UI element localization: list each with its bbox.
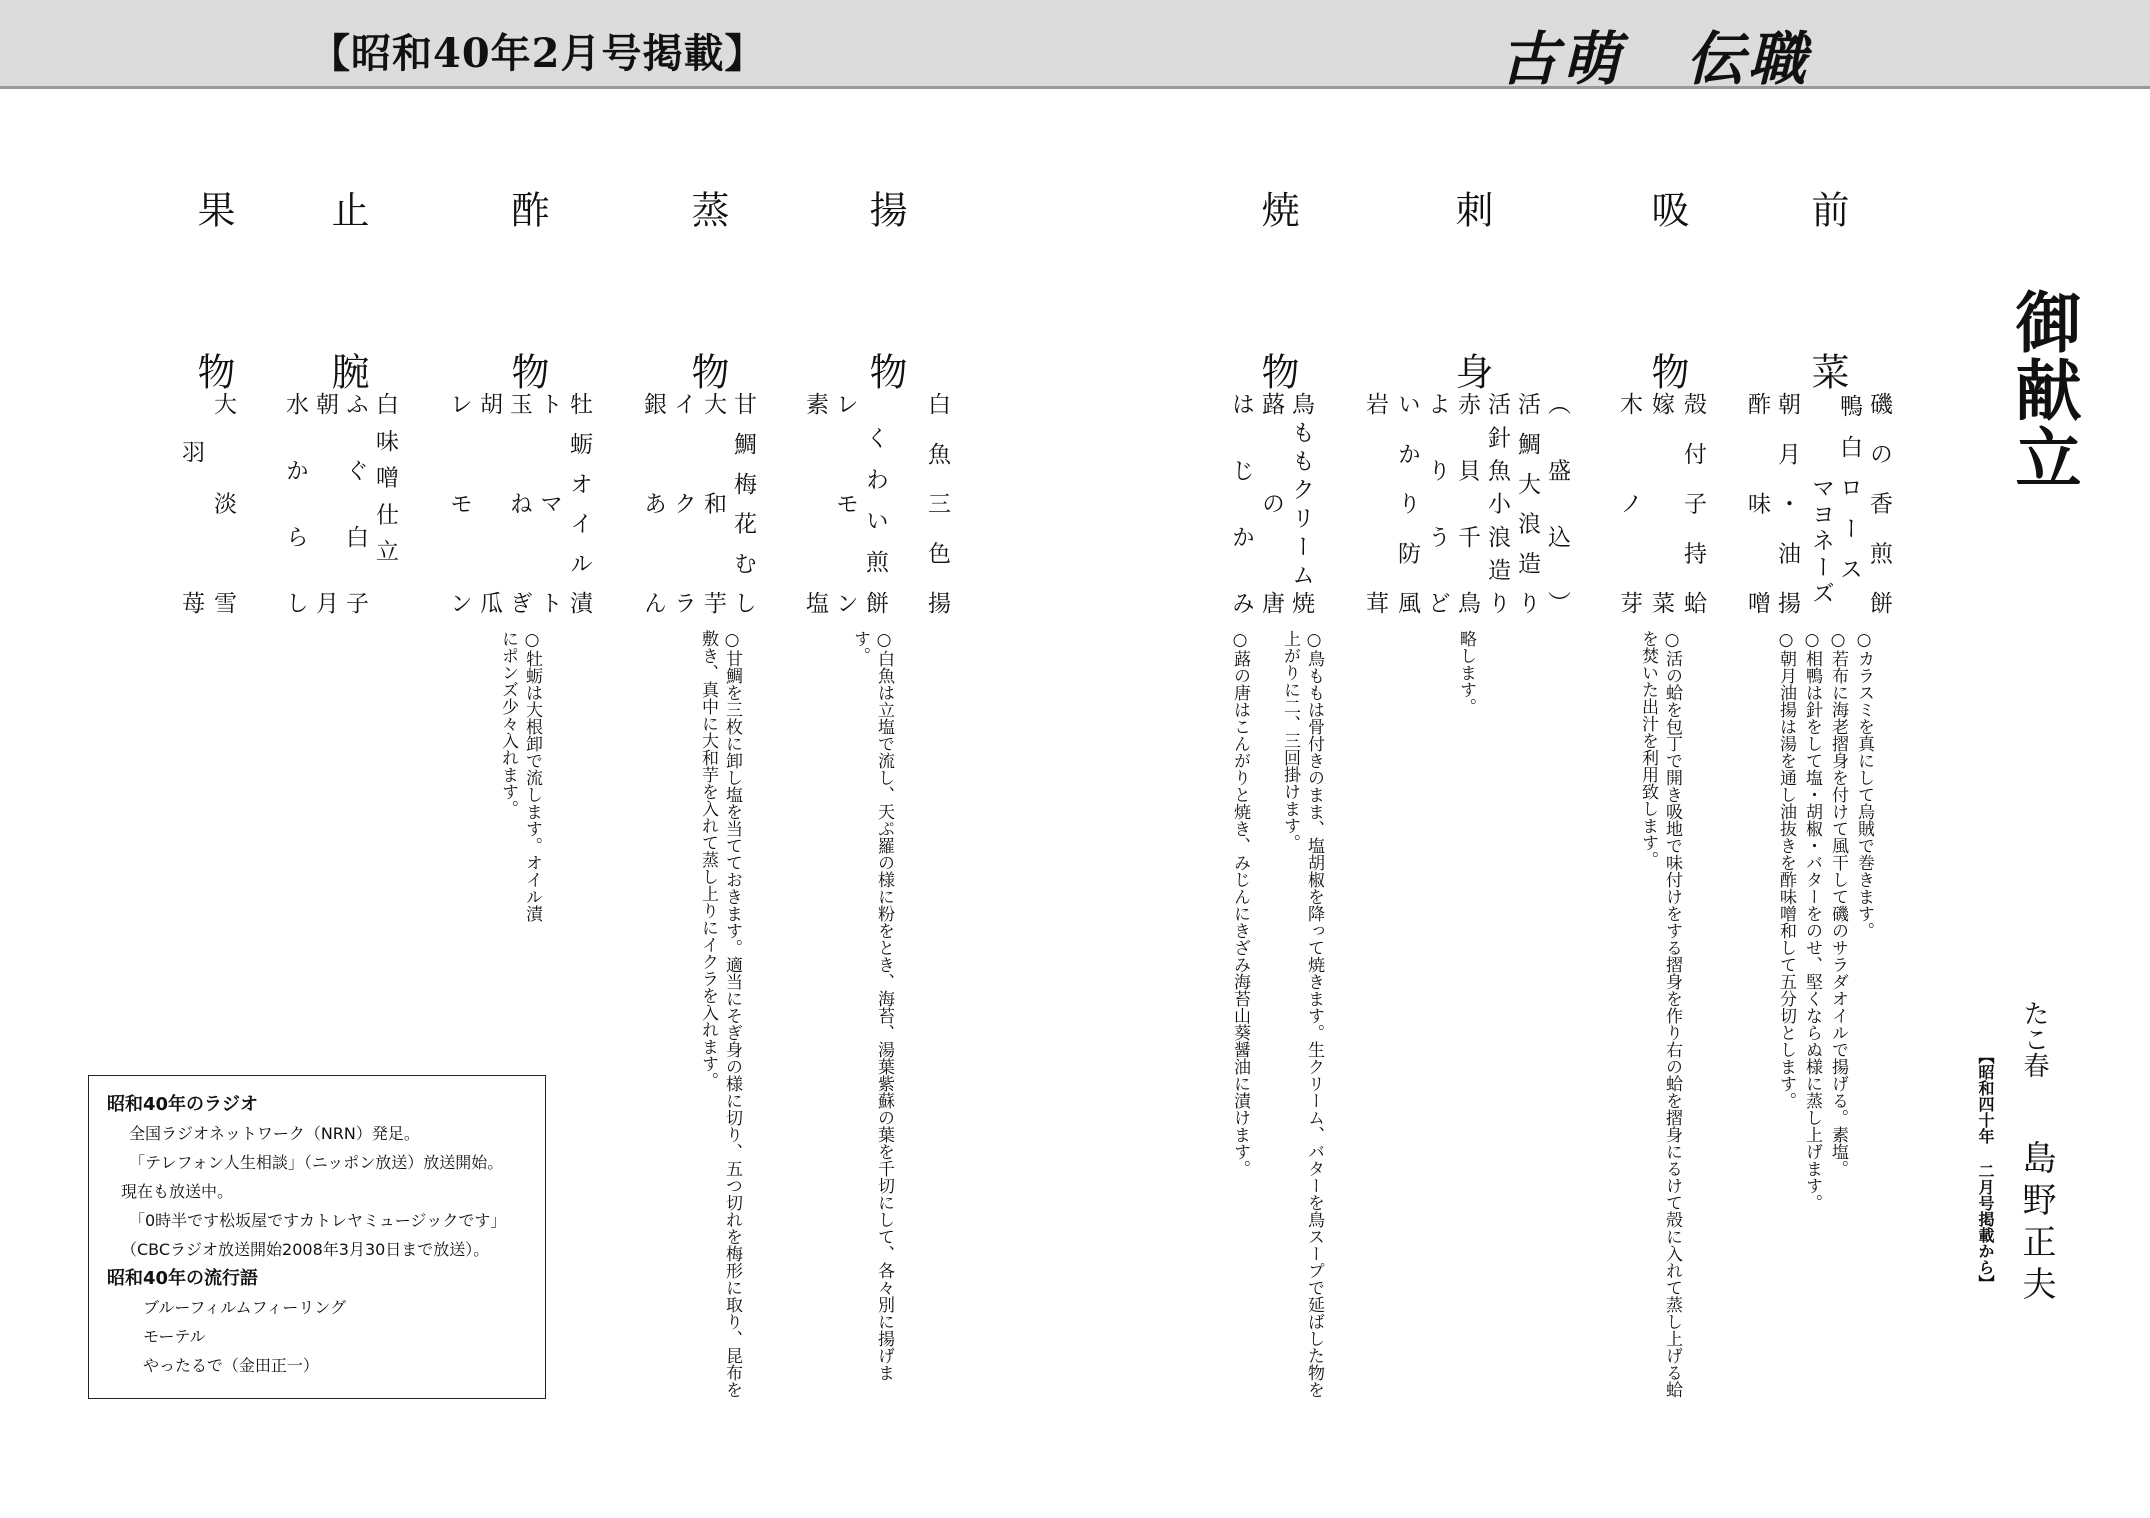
trend-item: ブルーフィルムフィーリング bbox=[143, 1298, 347, 1317]
radio-line: 「0時半です松坂屋ですカトレヤミュージックです」 bbox=[129, 1211, 507, 1230]
menu-item: 素塩 bbox=[802, 392, 828, 614]
trend-item: モーテル bbox=[143, 1327, 206, 1346]
menu-item: くわい煎餅 bbox=[862, 426, 888, 614]
note: ○甘鯛を三枚に卸し塩を当てておきます。適当にそぎ身の様に切り、五つ切れを梅形に取り、昆布を敷き、真中に大和芋を入れて蒸し上りにイクラを入れます。 bbox=[698, 630, 742, 1398]
category-zensai: 前菜 bbox=[1805, 190, 1849, 390]
menu-item: はじかみ bbox=[1228, 392, 1254, 614]
author-source: 【昭和四十年 二月号掲載から】 bbox=[1976, 1048, 1995, 1291]
header-band bbox=[0, 0, 2150, 93]
menu-item: 鳥ももクリーム焼 bbox=[1288, 392, 1314, 614]
menu-item: 白魚三色揚 bbox=[924, 392, 950, 614]
menu-item: マヨネーズ bbox=[1808, 476, 1834, 604]
menu-item: レモン bbox=[446, 392, 472, 614]
menu-item: 水からし bbox=[282, 392, 308, 614]
menu-item: 銀あん bbox=[640, 392, 666, 614]
menu-item: 酢味噌 bbox=[1744, 392, 1770, 614]
menu-item: 玉ねぎ bbox=[506, 392, 532, 614]
trend-item: やったるで（金田正一） bbox=[143, 1356, 319, 1375]
menu-item: 胡瓜 bbox=[476, 392, 502, 614]
menu-item: 鴨白ロース bbox=[1836, 394, 1862, 580]
category-sunomono: 酢物 bbox=[505, 190, 549, 390]
note: ○鳥ももは骨付きのまま、塩胡椒を降って焼きます。生クリーム、バターを鳥スープで延ばした物を上がりに二、三回掛けます。 bbox=[1280, 630, 1324, 1398]
menu-item: イクラ bbox=[670, 392, 696, 614]
menu-item: 活針魚小浪造り bbox=[1484, 392, 1510, 614]
menu-item: 羽苺 bbox=[178, 440, 204, 614]
page-title: 御献立 bbox=[2004, 288, 2082, 492]
note: ○若布に海老摺身を付けて風干して磯のサラダオイルで揚げる。素塩。 bbox=[1828, 630, 1848, 1177]
menu-item: 嫁菜 bbox=[1648, 392, 1674, 614]
note: ○白魚は立塩で流し、天ぷ羅の様に粉をとき、海苔、湯葉紫蘇の葉を千切にして、各々別に揚げます。 bbox=[850, 630, 894, 1381]
menu-item: レモン bbox=[832, 392, 858, 614]
note: 略します。 bbox=[1456, 630, 1476, 715]
note: ○活の蛤を包丁で開き吸地で味付けをする摺身を作り右の蛤を摺身にるけて殻に入れて蒸し上げる蛤を焚いた出汁を利用致します。 bbox=[1638, 630, 1682, 1398]
category-suimono: 吸物 bbox=[1645, 190, 1689, 390]
series-logo: 古萌 伝職 bbox=[1500, 25, 1811, 93]
category-tomewan: 止腕 bbox=[325, 190, 369, 390]
menu-item: 活鯛大浪造り bbox=[1514, 392, 1540, 614]
author-shop: たこ春 bbox=[2019, 1000, 2049, 1078]
menu-item: いかり防風 bbox=[1394, 392, 1420, 614]
category-sashimi: 刺身 bbox=[1449, 190, 1493, 390]
note: ○相鴨は針をして塩・胡椒・バターをのせ、堅くならぬ様に蒸し上げます。 bbox=[1802, 630, 1822, 1211]
menu-item: 朝月 bbox=[312, 392, 338, 614]
menu-item: （盛込） bbox=[1544, 392, 1570, 614]
note: ○蕗の唐はこんがりと焼き、みじんにきざみ海苔山葵醤油に漬けます。 bbox=[1230, 630, 1250, 1177]
author-name: 島野正夫 bbox=[2016, 1140, 2056, 1300]
menu-item: 白味噌仕立 bbox=[372, 392, 398, 562]
menu-item: 大淡雪 bbox=[210, 392, 236, 614]
menu-item: 赤貝千鳥 bbox=[1454, 392, 1480, 614]
menu-item: 朝月・油揚 bbox=[1774, 392, 1800, 614]
menu-item: 殻付子持蛤 bbox=[1680, 392, 1706, 614]
note: ○朝月油揚は湯を通し油抜きを酢味噌和して五分切とします。 bbox=[1776, 630, 1796, 1109]
category-yakimono: 焼物 bbox=[1255, 190, 1299, 390]
note: ○カラスミを真にして烏賊で巻きます。 bbox=[1854, 630, 1874, 939]
menu-item: 蕗の唐 bbox=[1258, 392, 1284, 614]
radio-line: 「テレフォン人生相談」（ニッポン放送）放送開始。 bbox=[129, 1153, 504, 1172]
radio-heading: 昭和40年のラジオ bbox=[107, 1094, 259, 1115]
category-agemono: 揚物 bbox=[863, 190, 907, 390]
menu-item: ふぐ白子 bbox=[342, 392, 368, 614]
category-kudamono: 果物 bbox=[191, 190, 235, 390]
issue-label: 【昭和40年2月号掲載】 bbox=[310, 30, 766, 77]
menu-item: 木ノ芽 bbox=[1616, 392, 1642, 614]
menu-item: 大和芋 bbox=[700, 392, 726, 614]
menu-item: 甘鯛梅花むし bbox=[730, 392, 756, 614]
note: ○牡蛎は大根卸で流します。オイル漬にポンズ少々入れます。 bbox=[498, 630, 542, 922]
menu-item: 磯の香煎餅 bbox=[1866, 392, 1892, 614]
trend-heading: 昭和40年の流行語 bbox=[107, 1268, 259, 1289]
radio-line: 現在も放送中。 bbox=[121, 1182, 234, 1201]
menu-item: よりうど bbox=[1424, 392, 1450, 614]
radio-info-box bbox=[88, 1075, 546, 1399]
category-mushimono: 蒸物 bbox=[685, 190, 729, 390]
menu-item: トマト bbox=[536, 392, 562, 614]
radio-line: 全国ラジオネットワーク（NRN）発足。 bbox=[129, 1124, 420, 1143]
radio-line: （CBCラジオ放送開始2008年3月30日まで放送）。 bbox=[121, 1240, 490, 1259]
menu-item: 牡蛎オイル漬 bbox=[566, 392, 592, 614]
menu-item: 岩茸 bbox=[1362, 392, 1388, 614]
